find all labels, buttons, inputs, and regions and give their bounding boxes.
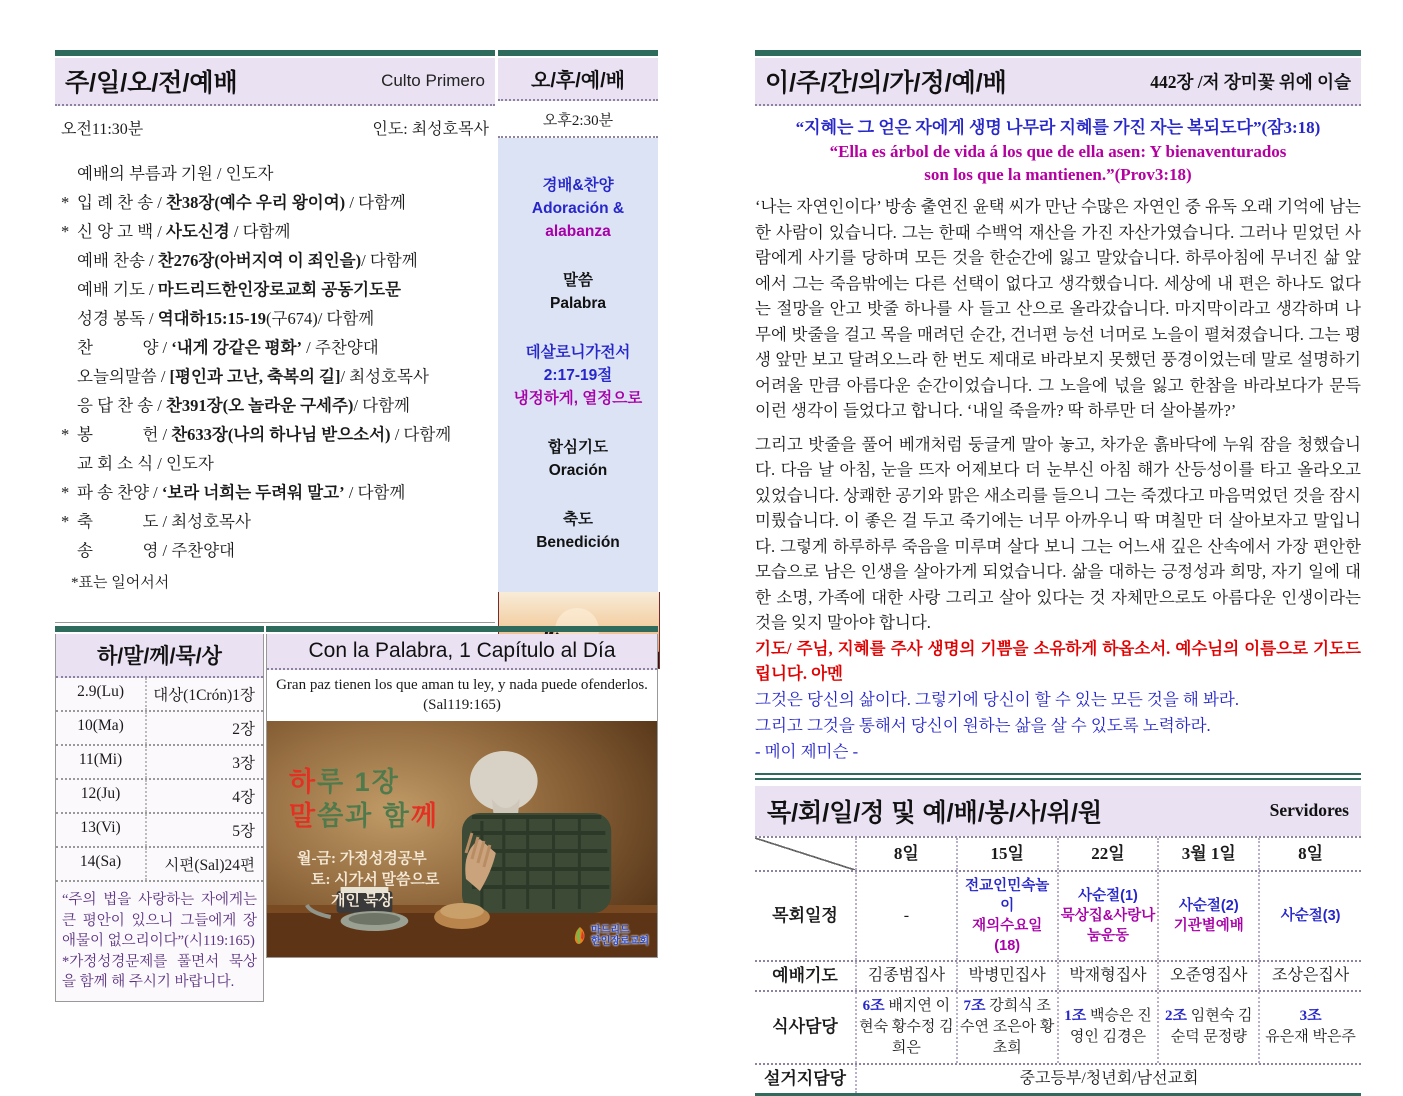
praying-man-illustration xyxy=(267,721,657,957)
palabra-overlay-schedule xyxy=(297,849,439,912)
meal-cell xyxy=(1059,992,1160,1063)
meal-duty-row xyxy=(755,992,1361,1065)
ministry-main: 사순절(3) xyxy=(1280,907,1341,924)
row-label: 설거지담당 xyxy=(755,1065,857,1093)
afternoon-block-prayer xyxy=(502,436,654,482)
item-sep: / xyxy=(153,454,166,473)
worship-item xyxy=(61,246,495,275)
ministry-cell xyxy=(958,872,1059,960)
afternoon-order-box xyxy=(498,138,658,592)
item-tail: / 다함께 xyxy=(345,193,406,212)
item-bold: 마드리드한인장로교회 공동기도문 xyxy=(157,280,401,299)
meal-team: 3조 xyxy=(1299,1008,1322,1024)
afternoon-line: 2:17-19절 xyxy=(543,367,613,384)
afternoon-line: Palabra xyxy=(549,295,606,312)
item-bold: 찬276장(아버지여 이 죄인을) xyxy=(157,251,362,270)
item-label: 신 앙 고 백 xyxy=(77,222,154,241)
afternoon-line: alabanza xyxy=(545,223,611,240)
ministry-cell xyxy=(1260,872,1361,960)
dish-duty-groups: 중고등부/청년회/남선교회 xyxy=(1019,1069,1199,1087)
overlay-text: 씀과 함 xyxy=(317,801,411,831)
closing-quote-line1: 그것은 당신의 삶이다. 그렇기에 당신이 할 수 있는 모든 것을 해 봐라. xyxy=(755,689,1239,709)
schedule-line: 토: 시가서 말씀으로 xyxy=(311,872,440,888)
ministry-main: 사순절(1) xyxy=(1078,887,1138,904)
prayer-server: 김종범집사 xyxy=(857,962,958,990)
morning-worship-section xyxy=(55,50,495,623)
row-label: 목회일정 xyxy=(755,872,857,960)
item-label: 입 례 찬 송 xyxy=(77,193,154,212)
item-sep: / xyxy=(158,338,172,357)
stand-marker: * xyxy=(61,222,70,241)
meditation-row xyxy=(56,712,263,746)
overlay-char: 말 xyxy=(289,801,318,831)
item-label: 예배 기도 xyxy=(77,280,145,299)
ministry-schedule-row xyxy=(755,872,1361,962)
meditation-reading: 2장 xyxy=(232,721,255,738)
prayer-text: 기도/ 주님, 지혜를 주사 생명의 기쁨을 소유하게 하옵소서. 예수님의 이름으로 기도드립니다. 아멘 xyxy=(755,638,1361,683)
item-sep: / xyxy=(153,222,166,241)
stand-footnote: *표는 일어서서 xyxy=(71,575,170,591)
item-label: 예배 찬송 xyxy=(77,251,145,270)
diagonal-corner-cell xyxy=(755,838,857,870)
item-tail: / 다함께 xyxy=(390,425,452,444)
col-header: 3월 1일 xyxy=(1159,838,1260,870)
meal-names: 강희식 조수연 조은아 황초희 xyxy=(959,997,1055,1056)
palabra-header xyxy=(267,634,657,670)
dish-duty-row xyxy=(755,1065,1361,1096)
item-tail: (구674)/ 다함께 xyxy=(266,309,375,328)
stand-marker: * xyxy=(61,512,70,531)
row-label: 식사담당 xyxy=(755,992,857,1063)
worship-item xyxy=(61,536,495,565)
meal-team: 7조 xyxy=(963,997,986,1014)
meal-cell xyxy=(1159,992,1260,1063)
meditation-date: 11(Mi) xyxy=(56,746,147,778)
meal-cell xyxy=(958,992,1059,1063)
meditation-row xyxy=(56,848,263,882)
afternoon-block-benediction xyxy=(502,508,654,554)
schedule-header xyxy=(755,786,1361,836)
col-header: 8일 xyxy=(1298,843,1324,863)
afternoon-line: 말씀 xyxy=(563,272,593,289)
overlay-char: 께 xyxy=(410,801,439,831)
item-tail: 최성호목사 xyxy=(171,512,251,531)
family-worship-header xyxy=(755,58,1361,106)
devotional-paragraph-2: 그리고 밧줄을 풀어 베개처럼 둥글게 말아 놓고, 차가운 흙바닥에 누워 잠을 청했습니다. 다음 날 아침, 눈을 뜨자 어제보다 더 눈부신 아침 해가 산등성이를 타고 올라오고 있었습니다. 상쾌한 공기와 맑은 새소리를 들으니 그는 죽겠다고 마음먹었던 것을 잠시 미뤘습니다. 이 좋은 걸 두고 죽기에는 너무 아까우니 딱 며칠만 더 살아보자고 말입니다. 그렇게 하루하루 죽음을 미루며 살다 보니 그는 어느새 깊은 산속에서 가장 편안한 모습으로 남은 인생을 살아가게 되었습니다. 삶을 대하는 긍정성과 희망, 자기 일에 대한 소명, 가족에 대한 사랑 그리고 살아 있다는 것 자체만으로도 아름다운 인생이라는 것을 잊지 말아야 합니다. xyxy=(755,434,1361,632)
section-top-rule xyxy=(55,626,264,632)
item-bold: 찬38장(예수 우리 왕이여) xyxy=(165,193,346,212)
family-worship-hymn: 442장 /저 장미꽃 위에 이슬 xyxy=(1150,71,1351,92)
family-worship-title: 이/주/간/의/가/정/예/배 xyxy=(765,69,1007,97)
section-top-rule xyxy=(755,50,1361,56)
meditation-box xyxy=(55,634,264,1002)
meal-names: 유은재 박은주 xyxy=(1265,1029,1356,1045)
prayer-server: 오준영집사 xyxy=(1159,962,1260,990)
item-label: 교 회 소 식 xyxy=(77,454,154,473)
overlay-char: 하 xyxy=(289,767,318,797)
schedule-servers-section xyxy=(755,786,1361,1096)
prayer-server: 조상은집사 xyxy=(1271,966,1350,984)
section-top-rule xyxy=(55,50,495,56)
item-bold: 사도신경 xyxy=(165,222,230,241)
schedule-colhead-row xyxy=(755,838,1361,872)
ministry-main: - xyxy=(903,906,910,924)
ministry-cell xyxy=(1059,872,1160,960)
leaf-logo-icon xyxy=(572,926,588,946)
ministry-main: 사순절(2) xyxy=(1178,897,1239,914)
item-tail: 인도자 xyxy=(225,164,274,183)
worship-item xyxy=(61,275,495,304)
worship-item xyxy=(61,478,495,507)
prayer-server: 박재형집사 xyxy=(1059,962,1160,990)
palabra-title: Con la Palabra, 1 Capítulo al Día xyxy=(308,639,616,662)
meal-team: 2조 xyxy=(1165,1008,1188,1024)
item-bold: 역대하15:15-19 xyxy=(157,309,267,328)
meditation-reading: 5장 xyxy=(232,823,255,840)
stand-marker: * xyxy=(61,425,70,444)
ministry-sub: 재의수요일(18) xyxy=(972,917,1043,954)
afternoon-time: 오후2:30분 xyxy=(498,101,658,138)
item-tail: / 주찬양대 xyxy=(302,338,379,357)
palabra-box xyxy=(266,634,658,958)
worship-item xyxy=(61,362,495,391)
item-label: 찬 양 xyxy=(77,338,159,357)
palabra-verse: Gran paz tienen los que aman tu ley, y nada puede ofenderlos. (Sal119:165) xyxy=(267,670,657,721)
meal-team: 6조 xyxy=(862,997,885,1014)
item-label: 성경 봉독 xyxy=(77,309,145,328)
palabra-overlay-title xyxy=(289,765,439,833)
item-sep: / xyxy=(158,425,172,444)
item-sep: / xyxy=(153,193,166,212)
meditation-reading: 4장 xyxy=(232,789,255,806)
church-logo-text xyxy=(591,925,649,947)
schedule-line: 개인 묵상 xyxy=(331,893,393,909)
afternoon-line: 냉정하게, 열정으로 xyxy=(513,390,643,407)
ministry-sub: 기관별예배 xyxy=(1173,917,1244,934)
meditation-date: 13(Vi) xyxy=(56,814,147,846)
logo-line: 한인장로교회 xyxy=(591,936,649,947)
item-label: 송 영 xyxy=(77,541,159,560)
item-tail: / 다함께 xyxy=(361,251,418,270)
col-header: 8일 xyxy=(857,838,958,870)
meal-names: 백승은 진영인 김경은 xyxy=(1069,1008,1152,1045)
worship-item xyxy=(61,391,495,420)
section-top-rule xyxy=(266,626,658,632)
afternoon-block-scripture xyxy=(502,341,654,410)
item-sep: / xyxy=(156,367,170,386)
meditation-date: 10(Ma) xyxy=(56,712,147,744)
item-sep: / xyxy=(149,483,162,502)
overlay-text: 루 1장 xyxy=(317,767,400,797)
morning-worship-header xyxy=(55,58,495,106)
meditation-note xyxy=(56,882,263,1001)
prayer-server: 박병민집사 xyxy=(958,962,1059,990)
family-worship-page xyxy=(755,50,1361,1096)
afternoon-line: 데살로니가전서 xyxy=(525,344,631,361)
item-tail: 주찬양대 xyxy=(171,541,235,560)
worship-item xyxy=(61,420,495,449)
logo-line: 마드리드 xyxy=(591,925,630,936)
worship-item xyxy=(61,333,495,362)
row-label: 예배기도 xyxy=(755,962,857,990)
con-la-palabra-section xyxy=(266,626,658,958)
meditation-reading: 시편(Sal)24편 xyxy=(164,857,255,874)
worship-item xyxy=(61,188,495,217)
ministry-main: 전교인민속놀이 xyxy=(965,877,1050,914)
afternoon-line: Oración xyxy=(548,462,608,479)
worship-prayer-row xyxy=(755,962,1361,992)
meditation-row xyxy=(56,814,263,848)
meditation-header xyxy=(56,634,263,678)
item-tail: / 다함께 xyxy=(344,483,406,502)
item-label: 파 송 찬양 xyxy=(77,483,150,502)
meditation-row xyxy=(56,780,263,814)
afternoon-worship-title: 오/후/예/배 xyxy=(531,70,625,92)
meditation-instruction: *가정성경문제를 풀면서 묵상을 함께 해 주시기 바랍니다. xyxy=(62,953,257,990)
meal-team: 1조 xyxy=(1064,1008,1087,1024)
item-sep: / xyxy=(158,512,172,531)
afternoon-line: 합심기도 xyxy=(548,439,608,456)
meal-cell xyxy=(857,992,958,1063)
item-bold: ‘내게 강같은 평화’ xyxy=(171,338,303,357)
schedule-table xyxy=(755,836,1361,1096)
meditation-row xyxy=(56,678,263,712)
morning-time-row xyxy=(55,106,495,139)
worship-item xyxy=(61,159,495,188)
morning-worship-subtitle-es: Culto Primero xyxy=(381,71,485,90)
meditation-date: 14(Sa) xyxy=(56,848,147,880)
worship-item xyxy=(61,449,495,478)
meditation-title: 하/말/께/묵/상 xyxy=(97,645,222,668)
praying-man-photo xyxy=(267,721,657,957)
schedule-title: 목/회/일/정 및 예/배/봉/사/위/원 xyxy=(767,798,1103,827)
meal-names: 배지연 이현숙 황수정 김희은 xyxy=(859,997,954,1056)
daily-meditation-section xyxy=(55,626,264,1002)
afternoon-block-word xyxy=(502,269,654,315)
afternoon-line: 축도 xyxy=(563,511,593,528)
item-sep: / xyxy=(144,280,158,299)
item-bold: ‘보라 너희는 두려워 말고’ xyxy=(161,483,345,502)
quote-attribution: - 메이 제미슨 - xyxy=(755,741,859,761)
schedule-subtitle-es: Servidores xyxy=(1269,800,1349,820)
ministry-sub: 묵상집&사랑나눔운동 xyxy=(1060,907,1156,944)
stand-marker: * xyxy=(61,193,70,212)
schedule-line: 월-금: 가정성경공부 xyxy=(297,851,427,867)
afternoon-line: 경배&찬양 xyxy=(542,177,614,194)
section-top-rule xyxy=(498,50,658,56)
meditation-row xyxy=(56,746,263,780)
afternoon-line: Benedición xyxy=(536,534,620,551)
item-sep: / xyxy=(212,164,226,183)
worship-order-list xyxy=(55,159,495,592)
afternoon-worship-header xyxy=(498,58,658,101)
meditation-date: 12(Ju) xyxy=(56,780,147,812)
meditation-reading: 대상(1Crón)1장 xyxy=(153,687,255,704)
item-label: 응 답 찬 송 xyxy=(77,396,154,415)
item-sep: / xyxy=(144,251,158,270)
worship-item xyxy=(61,304,495,333)
afternoon-worship-section xyxy=(498,50,658,669)
item-tail: / 다함께 xyxy=(353,396,410,415)
worship-item xyxy=(61,217,495,246)
worship-item xyxy=(61,507,495,536)
item-sep: / xyxy=(144,309,158,328)
meditation-date: 2.9(Lu) xyxy=(56,678,147,710)
meditation-reading: 3장 xyxy=(232,755,255,772)
item-sep: / xyxy=(158,541,172,560)
afternoon-block-praise xyxy=(502,174,654,243)
verse-spanish xyxy=(755,140,1361,186)
meal-cell xyxy=(1260,992,1361,1063)
morning-worship-title: 주/일/오/전/예배 xyxy=(65,69,238,97)
ministry-cell xyxy=(1159,872,1260,960)
church-logo xyxy=(572,925,649,947)
devotional-paragraph-1: ‘나는 자연인이다’ 방송 출연진 윤택 씨가 만난 수많은 자연인 중 유독 오래 기억에 남는 한 사람이 있습니다. 그는 한때 수백억 재산을 가진 자산가였습니다. 그러나 믿었던 사람에게 사기를 당하며 모든 것을 한순간에 잃고 말았습니다. 하루아침에 무너진 삶 앞에서 그는 죽음밖에는 다른 선택이 없다고 생각했습니다. 세상에 내 편은 하나도 없다는 절망을 안고 밧줄 하나를 사 들고 산으로 올라갔습니다. 마지막이라고 생각하며 나무에 밧줄을 걸고 목을 매려던 순간, 건너편 능선 너머로 노을이 펼쳐졌습니다. 그는 평생 앞만 보고 달려오느라 한 번도 제대로 바라보지 못했던 풍경이었는데 말로 설명하기 어려울 만큼 아름다운 순간이었습니다. 그 노을에 넋을 잃고 한참을 바라보다가 문득 이런 생각이 들었다고 합니다. ‘내일 죽을까? 딱 하루만 더 살아볼까?’ xyxy=(755,197,1361,420)
ministry-cell xyxy=(857,872,958,960)
morning-time: 오전11:30분 xyxy=(61,121,144,138)
col-header: 22일 xyxy=(1059,838,1160,870)
item-bold: 찬633장(나의 하나님 받으소서) xyxy=(171,425,391,444)
col-header: 15일 xyxy=(958,838,1059,870)
verse-spanish-line2: son los que la mantienen.”(Prov3:18) xyxy=(924,165,1192,184)
item-tail: 인도자 xyxy=(165,454,214,473)
item-tail: / 다함께 xyxy=(229,222,291,241)
verse-korean: “지혜는 그 얻은 자에게 생명 나무라 지혜를 가진 자는 복되도다”(잠3:18) xyxy=(795,118,1321,137)
double-rule-divider xyxy=(755,773,1361,780)
verse-spanish-line1: “Ella es árbol de vida á los que de ella asen: Y bienaventurados xyxy=(829,142,1287,161)
item-sep: / xyxy=(153,396,166,415)
item-label: 봉 헌 xyxy=(77,425,159,444)
item-bold: 찬391장(오 놀라운 구세주) xyxy=(165,396,354,415)
afternoon-line: Adoración & xyxy=(531,200,625,217)
item-label: 축 도 xyxy=(77,512,159,531)
closing-quote-line2: 그리고 그것을 통해서 당신이 원하는 삶을 살 수 있도록 노력하라. xyxy=(755,715,1211,735)
item-label: 오늘의말씀 xyxy=(77,367,157,386)
item-tail: / 최성호목사 xyxy=(340,367,429,386)
stand-marker: * xyxy=(61,483,70,502)
item-label: 예배의 부름과 기원 xyxy=(77,164,213,183)
morning-leader: 인도: 최성호목사 xyxy=(372,121,489,138)
meditation-verse: “주의 법을 사랑하는 자에게는 큰 평안이 있으니 그들에게 장애물이 없으리이다”(시119:165) xyxy=(62,892,257,949)
item-bold: [평인과 고난, 축복의 길] xyxy=(169,367,341,386)
meal-names: 임현숙 김순덕 문정량 xyxy=(1170,1008,1253,1045)
